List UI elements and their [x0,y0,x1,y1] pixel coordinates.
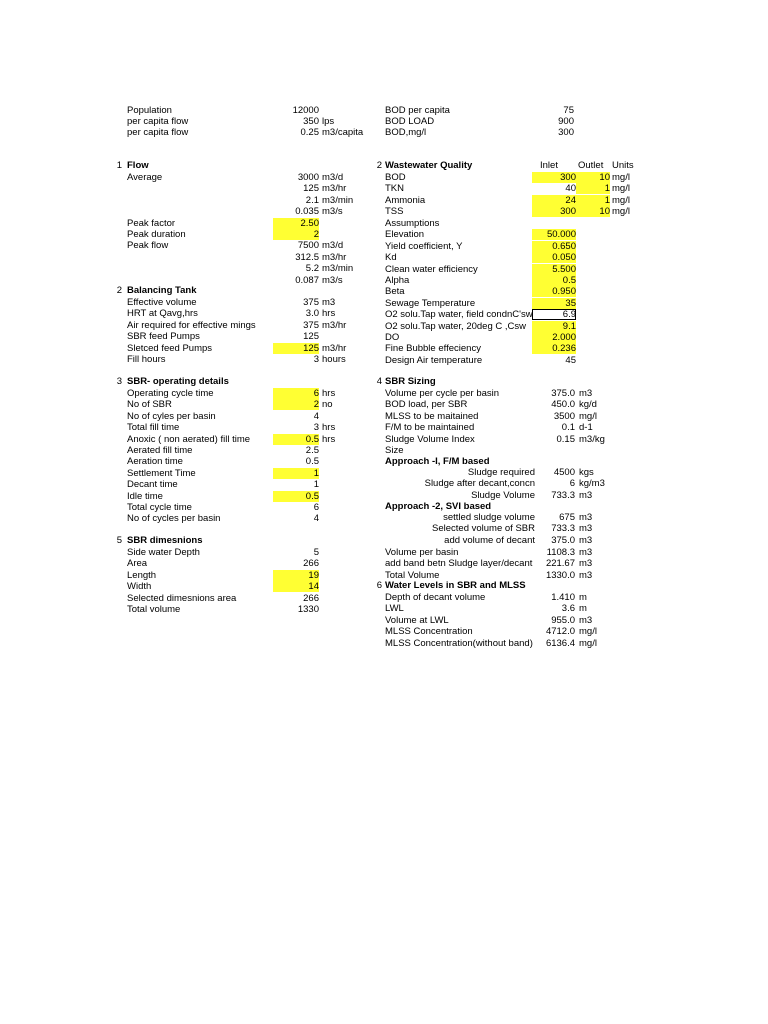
cell-label: Side water Depth [127,547,200,558]
section-title: Balancing Tank [127,285,197,296]
cell-label: Volume per basin [385,547,459,558]
cell-inlet: 24 [532,195,576,206]
cell-unit: m3 [579,547,593,558]
cell-label: per capita flow [127,127,189,138]
cell-value: 955.0 [551,614,575,626]
cell-unit: m3 [579,614,593,626]
cell-label: MLSS Concentration [385,626,473,638]
cell-value: 375 [303,319,319,331]
cell-unit: m3/d [322,240,344,252]
cell-label: Width [127,581,152,593]
cell-unit: m3/d [322,172,344,183]
cell-label: Sludge required [467,467,535,478]
cell-value: 6 [273,388,319,399]
cell-value: 450.0 [551,399,575,411]
cell-outlet: 1 [576,183,610,194]
cell-label: BOD LOAD [385,116,435,127]
column-header-inlet: Inlet [540,160,558,171]
cell-value: 6 [313,502,319,513]
cell-outlet: 10 [576,172,610,183]
cell-label: Settlement Time [127,467,196,479]
cell-unit: m3 [579,388,593,399]
cell-label: Fill hours [127,354,166,365]
cell-label: Aeration time [127,456,183,468]
cell-value: 5.2 [305,263,319,275]
cell-label: Design Air temperature [385,354,483,366]
cell-inlet: 40 [565,183,576,195]
cell-label: TSS [385,206,404,218]
column-header-units: Units [612,160,634,171]
cell-value: 266 [303,558,319,570]
cell-inlet: 300 [532,172,576,183]
cell-label: Fine Bubble effeciency [385,343,481,355]
cell-value: 900 [558,116,574,127]
cell-label: BOD load, per SBR [385,399,468,411]
cell-label: No of SBR [127,399,172,411]
cell-inlet: 300 [532,206,576,217]
cell-unit: m3/hr [322,251,347,263]
column-header-outlet: Outlet [578,160,604,171]
cell-label: Effective volume [127,297,197,308]
cell-label: settled sludge volume [443,512,535,523]
cell-label: BOD,mg/l [385,127,427,138]
cell-unit: hrs [322,433,336,445]
cell-label: MLSS to be maitained [385,410,479,422]
cell-value: 4712.0 [545,626,575,638]
cell-unit: d-1 [579,422,593,434]
cell-label: SBR feed Pumps [127,331,200,343]
cell-label: No of cycles per basin [127,513,221,525]
cell-value: 2.5 [305,445,319,456]
section-number: 3 [116,376,122,387]
cell-value: 2.1 [305,194,319,206]
cell-label: Assumptions [385,218,440,229]
cell-label: Alpha [385,275,410,286]
cell-label: add volume of decant [444,534,535,546]
section-number: 2 [116,285,122,296]
cell-value: 3 [313,422,319,434]
cell-unit: lps [322,116,335,127]
cell-value: 733.3 [551,523,575,535]
cell-value: 75 [563,105,574,116]
cell-value: 125 [303,183,319,195]
cell-label: Anoxic ( non aerated) fill time [127,433,251,445]
cell-value: 0.035 [295,206,319,218]
cell-label: Depth of decant volume [385,592,486,603]
cell-label: Beta [385,286,405,298]
cell-unit: mg/l [612,172,630,183]
cell-value: 50.000 [532,229,576,240]
cell-label: Ammonia [385,194,426,206]
cell-unit: kgs [579,467,594,478]
cell-label: Sludge Volume Index [385,433,475,445]
cell-value: 3500 [553,410,575,422]
cell-value: 0.5 [532,275,576,286]
cell-label: Total fill time [127,422,180,434]
cell-value: 375.0 [551,534,575,546]
cell-value: 12000 [292,105,319,116]
cell-value: 7500 [297,240,319,252]
cell-value: 14 [273,581,319,592]
cell-label: Volume at LWL [385,614,449,626]
cell-value: 4500 [553,467,575,478]
cell-unit: m3/min [322,263,354,275]
cell-unit: m3/hr [322,342,347,354]
cell-label: F/M to be maintained [385,422,475,434]
cell-value: 1 [273,468,319,479]
section-title: SBR- operating details [127,376,229,387]
cell-unit: mg/l [612,194,630,206]
section-number: 2 [376,160,382,171]
cell-value: 2.000 [532,332,576,343]
cell-unit: kg/m3 [579,478,605,490]
section-number: 5 [116,535,122,546]
cell-unit: hours [322,354,346,365]
cell-value: 6 [569,478,575,490]
section-number: 6 [376,580,382,591]
cell-value: 1 [313,479,319,491]
cell-label: LWL [385,603,404,615]
cell-label: Average [127,172,163,183]
cell-value: 0.5 [273,491,319,502]
cell-value: 3000 [297,172,319,183]
section-number: 1 [116,160,122,171]
cell-outlet: 1 [576,195,610,206]
cell-value: 0.650 [532,241,576,252]
cell-value: 45 [565,354,576,366]
cell-value: 0.15 [556,433,575,445]
cell-value: 733.3 [551,489,575,501]
cell-unit: m [579,592,587,603]
cell-unit: m [579,603,587,615]
cell-unit: m3/min [322,194,354,206]
cell-value: 300 [558,127,574,138]
cell-value: 2.50 [273,218,319,229]
cell-value: 2 [273,229,319,240]
cell-unit: mg/l [612,183,630,195]
cell-label: Length [127,569,157,581]
cell-value: 19 [273,570,319,581]
cell-value: 0.1 [561,422,575,434]
cell-label: TKN [385,183,404,195]
cell-label: BOD [385,172,406,183]
cell-value [532,218,576,229]
cell-label: Population [127,105,172,116]
cell-label: O2 solu.Tap water, field condnC'sw [385,309,533,321]
cell-unit: m3/kg [579,433,605,445]
cell-label: Volume per cycle per basin [385,388,500,399]
cell-label: Decant time [127,479,178,491]
section-title: SBR dimesnions [127,535,203,546]
cell-unit: kg/d [579,399,597,411]
cell-label: BOD per capita [385,105,450,116]
cell-label: Peak flow [127,240,169,252]
cell-value: 6.9 [532,309,576,320]
cell-unit: m3/capita [322,127,364,138]
section-title: SBR Sizing [385,376,436,387]
cell-value: 312.5 [295,251,319,263]
cell-value: 3.0 [305,308,319,320]
cell-unit: m3 [322,297,336,308]
cell-label: Selected volume of SBR [432,523,535,535]
cell-value: 4 [313,513,319,525]
cell-label: Sewage Temperature [385,297,476,309]
cell-label: O2 solu.Tap water, 20deg C ,Csw [385,320,526,332]
cell-value: 675 [559,512,575,523]
cell-value: 1.410 [551,592,575,603]
cell-label: Sludge Volume [471,489,535,501]
section-title: Water Levels in SBR and MLSS [385,580,526,591]
cell-value: 1330.0 [545,569,575,581]
approach-title: Approach -2, SVI based [385,501,492,512]
cell-value: 5.500 [532,264,576,275]
cell-value: 9.1 [532,321,576,332]
cell-label: Sludge after decant,concn [424,478,535,490]
cell-value: 0.5 [305,456,319,468]
cell-label: Peak duration [127,229,186,240]
cell-label: add band betn Sludge layer/decant [385,558,533,570]
cell-label: Peak factor [127,217,176,229]
cell-label: Air required for effective mings [127,319,256,331]
section-title: Flow [127,160,149,171]
cell-unit: m3/s [322,206,343,218]
cell-label: Selected dimesnions area [127,592,237,604]
cell-value: 3 [313,354,319,365]
cell-unit: hrs [322,422,336,434]
cell-value: 1330 [297,604,319,615]
cell-label: Total Volume [385,569,440,581]
cell-label: Total cycle time [127,502,192,513]
cell-unit: no [322,399,333,411]
cell-value: 221.67 [545,558,575,570]
cell-label: Clean water efficiency [385,263,478,275]
cell-value: 350 [303,116,319,127]
cell-value: 1108.3 [546,547,575,558]
cell-value: 125 [273,343,319,354]
cell-value: 4 [313,410,319,422]
cell-label: No of cyles per basin [127,410,216,422]
cell-value: 0.25 [300,127,319,138]
section-title: Wastewater Quality [385,160,473,171]
cell-label: DO [385,332,400,343]
cell-value: 0.236 [532,343,576,354]
cell-outlet: 10 [576,206,610,217]
cell-label: Operating cycle time [127,388,214,399]
cell-unit: m3/hr [322,319,347,331]
cell-unit: m3 [579,558,593,570]
cell-label: Total volume [127,604,181,615]
cell-unit: hrs [322,388,336,399]
approach-title: Approach -I, F/M based [385,456,490,467]
cell-unit: m3 [579,569,593,581]
cell-unit: mg/l [579,626,597,638]
cell-value: 266 [303,592,319,604]
cell-unit: m3 [579,523,593,535]
cell-label: Elevation [385,229,425,241]
cell-label: Idle time [127,490,163,502]
cell-label: Area [127,558,148,570]
cell-unit: m3 [579,534,593,546]
cell-unit: hrs [322,308,336,320]
cell-unit: mg/l [579,637,597,649]
cell-label: Kd [385,252,397,264]
cell-value: 35 [532,298,576,309]
cell-label: HRT at Qavg,hrs [127,308,198,320]
cell-value: 0.950 [532,286,576,297]
cell-value [530,445,575,456]
cell-value: 6136.4 [545,637,575,649]
cell-value: 0.087 [295,274,319,286]
cell-value: 0.5 [273,434,319,445]
cell-unit: mg/l [612,206,630,218]
cell-label: Yield coefficient, Y [385,240,463,252]
cell-unit: m3/s [322,274,343,286]
cell-unit: mg/l [579,410,597,422]
cell-label: Aerated fill time [127,445,193,456]
cell-unit: m3/hr [322,183,347,195]
cell-value: 375 [303,297,319,308]
cell-value: 125 [303,331,319,343]
cell-label: Size [385,445,404,456]
cell-unit: m3 [579,512,593,523]
cell-label: MLSS Concentration(without band) [385,637,533,649]
cell-value: 0.050 [532,252,576,263]
cell-value: 375.0 [551,388,575,399]
cell-value: 5 [313,547,319,558]
cell-label: per capita flow [127,116,189,127]
section-number: 4 [376,376,382,387]
cell-label: Sletced feed Pumps [127,342,213,354]
cell-value: 3.6 [561,603,575,615]
cell-value: 2 [273,399,319,410]
cell-unit: m3 [579,489,593,501]
